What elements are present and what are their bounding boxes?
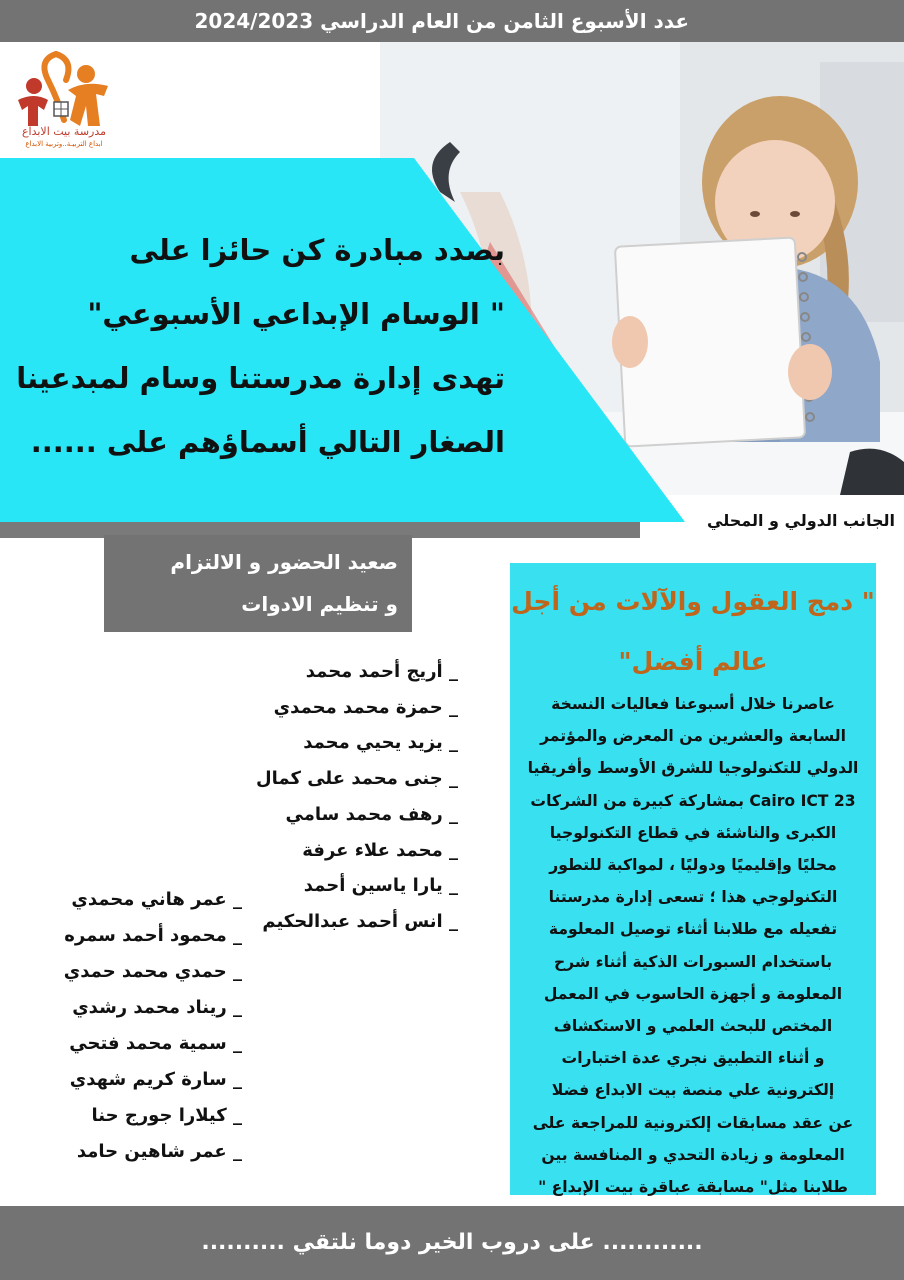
info-body-line: المعلومة و أجهزة الحاسوب في المعمل <box>543 984 843 1003</box>
info-body-line: الكبرى والناشئة في قطاع التكنولوجيا <box>549 823 837 842</box>
info-body-line: إلكترونية علي منصة بيت الابداع فضلا <box>551 1081 835 1100</box>
logo-tagline: ابداع التربيـة..وتربية الابداع <box>25 140 103 148</box>
info-body-line: السابعة والعشرين من المعرض والمؤتمر <box>540 727 846 746</box>
student-name: _ أريج أحمد محمد <box>305 661 458 682</box>
student-name: _ سارة كريم شهدي <box>69 1069 242 1090</box>
student-name: _ ريناد محمد رشدي <box>72 997 242 1018</box>
info-body-line: المختص للبحث العلمي و الاستكشاف <box>553 1017 833 1036</box>
info-body-line: المعلومة و زيادة التحدي و المنافسة بين <box>541 1145 845 1164</box>
headline-line: تهدى إدارة مدرستنا وسام لمبدعينا <box>16 361 505 395</box>
student-name: _ حمدي محمد حمدي <box>63 961 242 982</box>
attendance-heading <box>104 535 412 632</box>
info-body-line: الدولي للتكنولوجيا للشرق الأوسط وأفريقيا <box>527 759 859 778</box>
info-box-body <box>516 688 870 1203</box>
info-title-line: عالم أفضل" <box>618 647 768 676</box>
info-body-line: عاصرنا خلال أسبوعنا فعاليات النسخة <box>551 695 835 713</box>
footer-text: ............ على دروب الخير دوما نلتقي .......... <box>201 1230 703 1255</box>
student-name: _ حمزة محمد محمدي <box>273 696 458 718</box>
headline-line: " الوسام الإبداعي الأسبوعي" <box>87 297 505 331</box>
student-name: _ محمد علاء عرفة <box>302 839 458 861</box>
logo-name: مدرسة بيت الابداع <box>21 125 107 138</box>
student-name: _ عمر هاني محمدي <box>71 889 242 910</box>
headline-line: الصغار التالي أسماؤهم على ...... <box>30 425 505 459</box>
header-bar <box>0 0 904 42</box>
logo-caption <box>8 126 120 150</box>
student-name: _ جنى محمد على كمال <box>256 768 458 790</box>
student-name: _ سمية محمد فتحي <box>69 1033 242 1054</box>
info-body-line: عن عقد مسابقات إلكترونية للمراجعة على <box>532 1113 854 1132</box>
student-name: _ يارا ياسين أحمد <box>303 875 458 897</box>
info-body-line: و أثناء التطبيق نجري عدة اختبارات <box>561 1049 825 1068</box>
info-body-line: التكنولوجي هذا ؛ تسعى إدارة مدرستنا <box>548 888 838 907</box>
attendance-line: و تنظيم الادوات <box>241 592 398 616</box>
attendance-line: صعيد الحضور و الالتزام <box>170 550 398 574</box>
student-name: _ رهف محمد سامي <box>285 803 458 825</box>
info-box-title <box>510 572 876 692</box>
names-list-secondary <box>20 882 242 1170</box>
student-name: _ عمر شاهين حامد <box>76 1141 242 1162</box>
info-body-line: باستخدام السبورات الذكية أثناء شرح <box>553 952 833 971</box>
student-name: _ يزيد يحيي محمد <box>303 732 458 754</box>
headline-line: بصدد مبادرة كن حائزا على <box>129 233 505 267</box>
student-name: _ انس أحمد عبدالحكيم <box>262 910 458 932</box>
student-name: _ محمود أحمد سمره <box>64 925 242 946</box>
info-body-line: طلابنا مثل" مسابقة عباقرة بيت الإبداع " <box>538 1178 848 1197</box>
headline <box>16 218 505 474</box>
side-label: الجانب الدولي و المحلي <box>707 511 895 530</box>
student-name: _ كيلارا جورج حنا <box>91 1105 242 1126</box>
footer-bar <box>0 1206 904 1280</box>
info-title-line: " دمج العقول والآلات من أجل <box>511 587 875 616</box>
header-title: عدد الأسبوع الثامن من العام الدراسي 2024/2023 <box>194 9 689 33</box>
info-body-line: Cairo ICT 23 بمشاركة كبيرة من الشركات <box>530 791 856 810</box>
info-body-line: محليًا وإقليميًا ودوليًا ، لمواكبة للتطور <box>549 856 837 875</box>
info-body-line: تفعيله مع طلابنا أثناء توصيل المعلومة <box>548 920 838 939</box>
